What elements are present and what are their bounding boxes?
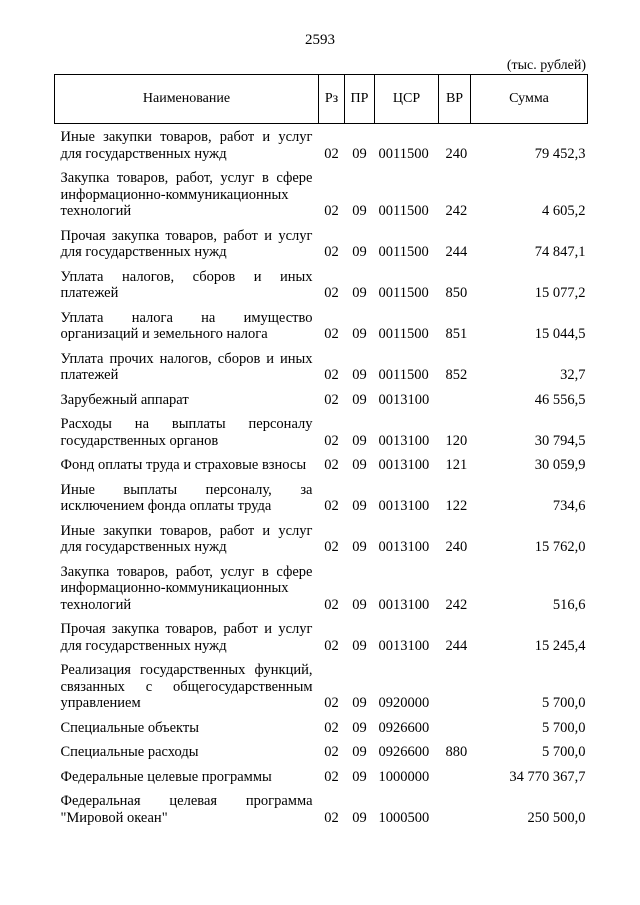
table-row	[55, 305, 588, 346]
table-row	[55, 715, 588, 740]
table-row	[55, 452, 588, 477]
table-row	[55, 165, 588, 223]
cell-pr: 09	[352, 768, 367, 785]
cell-csr: 0011500	[378, 285, 429, 301]
cell-pr: 09	[352, 203, 367, 219]
cell-sum: 79 452,3	[534, 145, 586, 162]
cell-name: Прочая закупка товаров, работ и услуг для государственных нужд	[60, 621, 313, 654]
cell-sum: 32,7	[560, 367, 586, 383]
cell-name: Закупка товаров, работ, услуг в сфере информационно-коммуникационных технологий	[60, 563, 313, 613]
cell-pr: 09	[352, 809, 367, 826]
cell-vr: 121	[445, 457, 468, 473]
cell-pr: 09	[352, 744, 367, 760]
cell-pr: 09	[352, 498, 367, 514]
cell-vr	[439, 657, 471, 715]
cell-csr: 0013100	[378, 637, 430, 654]
cell-vr: 242	[445, 203, 468, 219]
cell-pr: 09	[352, 145, 367, 162]
table-row	[55, 223, 588, 264]
cell-vr: 122	[445, 498, 468, 514]
page-number: 2593	[305, 32, 335, 48]
cell-vr: 240	[445, 539, 468, 555]
cell-vr	[439, 764, 471, 789]
cell-rz: 02	[324, 744, 339, 760]
cell-vr: 850	[445, 285, 468, 301]
units-label: (тыс. рублей)	[506, 58, 586, 73]
cell-pr: 09	[352, 539, 367, 555]
table-row	[55, 616, 588, 657]
cell-vr: 242	[445, 596, 468, 613]
table-body	[55, 124, 588, 830]
cell-sum: 15 245,4	[534, 637, 586, 654]
cell-csr: 0013100	[378, 596, 430, 613]
cell-rz: 02	[324, 432, 339, 449]
cell-csr: 0013100	[378, 498, 430, 514]
cell-sum: 734,6	[552, 498, 586, 514]
cell-pr: 09	[352, 432, 367, 449]
cell-name: Иные выплаты персоналу, за исключением фонда оплаты труда	[60, 481, 313, 514]
cell-vr: 244	[445, 244, 468, 260]
cell-rz: 02	[324, 145, 339, 162]
cell-csr: 0013100	[378, 457, 430, 473]
cell-sum: 250 500,0	[527, 809, 586, 826]
cell-vr: 244	[445, 637, 468, 654]
cell-csr: 0011500	[378, 145, 429, 162]
header-rz: Рз	[319, 75, 345, 124]
cell-csr: 0011500	[378, 326, 429, 342]
cell-rz: 02	[324, 498, 339, 514]
cell-vr: 851	[445, 326, 468, 342]
cell-sum: 15 044,5	[534, 326, 586, 342]
cell-csr: 0926600	[378, 744, 430, 760]
cell-rz: 02	[324, 768, 339, 785]
cell-sum: 15 762,0	[534, 539, 586, 555]
cell-sum: 30 794,5	[534, 432, 586, 449]
cell-vr: 880	[445, 744, 468, 760]
cell-name: Уплата прочих налогов, сборов и иных платежей	[60, 350, 313, 383]
cell-sum: 5 700,0	[542, 695, 586, 711]
cell-rz: 02	[324, 596, 339, 613]
cell-name: Уплата налогов, сборов и иных платежей	[60, 268, 313, 301]
cell-sum: 5 700,0	[542, 719, 586, 736]
table-header-row	[55, 75, 588, 124]
cell-rz: 02	[324, 539, 339, 555]
cell-pr: 09	[352, 244, 367, 260]
cell-csr: 0013100	[378, 539, 430, 555]
budget-table	[54, 74, 588, 829]
cell-sum: 5 700,0	[542, 744, 586, 760]
cell-csr: 0011500	[378, 203, 429, 219]
cell-name: Зарубежный аппарат	[60, 391, 189, 408]
cell-rz: 02	[324, 391, 339, 408]
cell-pr: 09	[352, 596, 367, 613]
cell-vr	[439, 788, 471, 829]
table-row	[55, 477, 588, 518]
cell-pr: 09	[352, 391, 367, 408]
cell-name: Фонд оплаты труда и страховые взносы	[60, 457, 307, 473]
cell-name: Расходы на выплаты персоналу государственных органов	[60, 416, 313, 449]
table-row	[55, 124, 588, 166]
table-row	[55, 411, 588, 452]
cell-rz: 02	[324, 457, 339, 473]
cell-name: Специальные объекты	[60, 719, 199, 736]
cell-vr: 120	[445, 432, 468, 449]
table-row	[55, 264, 588, 305]
header-name: Наименование	[55, 75, 319, 124]
cell-csr: 0926600	[378, 719, 430, 736]
header-pr: ПР	[345, 75, 375, 124]
cell-vr: 240	[445, 145, 468, 162]
cell-name: Иные закупки товаров, работ и услуг для государственных нужд	[60, 129, 313, 162]
cell-sum: 30 059,9	[534, 457, 586, 473]
table-row	[55, 739, 588, 764]
cell-csr: 0013100	[378, 391, 430, 408]
cell-rz: 02	[324, 719, 339, 736]
cell-pr: 09	[352, 719, 367, 736]
cell-csr: 0013100	[378, 432, 430, 449]
cell-rz: 02	[324, 285, 339, 301]
table-row	[55, 788, 588, 829]
cell-rz: 02	[324, 326, 339, 342]
cell-pr: 09	[352, 326, 367, 342]
cell-sum: 4 605,2	[542, 203, 586, 219]
cell-csr: 0011500	[378, 367, 429, 383]
cell-vr	[439, 715, 471, 740]
cell-sum: 46 556,5	[534, 391, 586, 408]
header-csr: ЦСР	[375, 75, 439, 124]
cell-name: Федеральные целевые программы	[60, 768, 272, 785]
cell-vr: 852	[445, 367, 468, 383]
header-sum: Сумма	[471, 75, 588, 124]
cell-name: Специальные расходы	[60, 744, 199, 760]
cell-pr: 09	[352, 457, 367, 473]
cell-sum: 516,6	[552, 596, 586, 613]
cell-csr: 0920000	[378, 695, 430, 711]
cell-rz: 02	[324, 203, 339, 219]
cell-pr: 09	[352, 637, 367, 654]
header-vr: ВР	[439, 75, 471, 124]
cell-pr: 09	[352, 285, 367, 301]
table-row	[55, 387, 588, 412]
cell-name: Федеральная целевая программа "Мировой океан"	[60, 793, 313, 826]
table-row	[55, 518, 588, 559]
cell-rz: 02	[324, 244, 339, 260]
cell-csr: 1000500	[378, 809, 430, 826]
table-row	[55, 559, 588, 617]
table-row	[55, 764, 588, 789]
cell-sum: 34 770 367,7	[509, 768, 586, 785]
cell-name: Реализация государственных функций, связанных с общегосударственным управлением	[60, 662, 313, 711]
cell-name: Иные закупки товаров, работ и услуг для государственных нужд	[60, 522, 313, 555]
cell-pr: 09	[352, 695, 367, 711]
cell-rz: 02	[324, 637, 339, 654]
cell-rz: 02	[324, 809, 339, 826]
cell-name: Прочая закупка товаров, работ и услуг для государственных нужд	[60, 227, 313, 260]
cell-sum: 15 077,2	[534, 285, 586, 301]
cell-rz: 02	[324, 695, 339, 711]
cell-vr	[439, 387, 471, 412]
cell-pr: 09	[352, 367, 367, 383]
cell-name: Уплата налога на имущество организаций и земельного налога	[60, 309, 313, 342]
table-row	[55, 346, 588, 387]
cell-sum: 74 847,1	[534, 244, 586, 260]
cell-name: Закупка товаров, работ, услуг в сфере информационно-коммуникационных технологий	[60, 170, 313, 219]
cell-csr: 0011500	[378, 244, 429, 260]
cell-csr: 1000000	[378, 768, 430, 785]
cell-rz: 02	[324, 367, 339, 383]
table-row	[55, 657, 588, 715]
